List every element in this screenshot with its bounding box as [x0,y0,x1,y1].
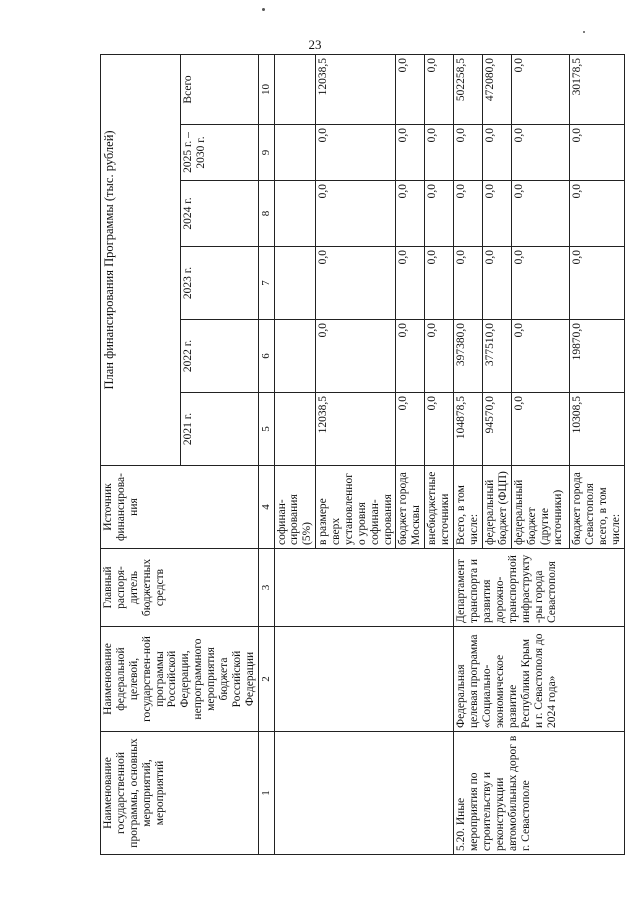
header-year-2022: 2022 г. [181,320,259,393]
value-cell: 30178,5 [570,54,625,124]
value-cell: 0,0 [316,125,396,181]
value-cell: 0,0 [425,247,454,320]
row-a-federal-program [274,627,454,732]
value-cell: 0,0 [512,393,570,466]
value-cell: 94570,0 [483,393,512,466]
value-cell: 377510,0 [483,320,512,393]
value-cell: 0,0 [512,320,570,393]
value-cell: 0,0 [454,181,483,247]
financing-plan-table [100,54,625,855]
rotated-table-frame [100,55,622,855]
value-cell [274,181,316,247]
column-number: 9 [258,125,274,181]
value-cell: 0,0 [483,181,512,247]
value-cell: 0,0 [570,181,625,247]
value-cell: 0,0 [425,54,454,124]
header-program-name: Наименование государственной программы, основных мероприятий, мероприятий [101,732,259,855]
value-cell: 472080,0 [483,54,512,124]
value-cell: 0,0 [483,125,512,181]
funding-source: в размере сверх установленного уровня софинан-сирования [316,466,396,549]
value-cell: 0,0 [454,247,483,320]
value-cell: 0,0 [396,54,425,124]
value-cell: 0,0 [425,125,454,181]
value-cell: 19870,0 [570,320,625,393]
value-cell: 12038,5 [316,54,396,124]
funding-source: федеральный бюджет (другие источники) [512,466,570,549]
row-5-20-budget-manager: Департамент транспорта и развития дорожно-транспортной инфраструкту-ры города Севастополя [454,549,625,627]
scan-speck [262,8,265,11]
value-cell: 0,0 [570,125,625,181]
column-number: 6 [258,320,274,393]
header-plan-title: План финансирования Программы (тыс. рублей) [101,54,181,465]
column-number: 2 [258,627,274,732]
value-cell: 0,0 [396,320,425,393]
column-number: 5 [258,393,274,466]
value-cell: 502258,5 [454,54,483,124]
row-5-20-federal-program: Федеральная целевая программа «Социально-экономическое развитие Республики Крым и г. Севастополя до 2024 года» [454,627,625,732]
value-cell: 0,0 [512,125,570,181]
page-number: 23 [308,37,322,52]
row-a-program [274,732,454,855]
value-cell: 10308,5 [570,393,625,466]
value-cell: 0,0 [512,247,570,320]
value-cell [274,320,316,393]
header-budget-manager: Главный распоря-дитель бюджетных средств [101,549,259,627]
header-year-2025-2030: 2025 г. – 2030 г. [181,125,259,181]
row-5-20-program: 5.20. Иные мероприятия по строительству и реконструкции автомобильных дорог в г. Севастополе [454,732,625,855]
row-a-budget-manager [274,549,454,627]
value-cell: 0,0 [396,393,425,466]
value-cell: 0,0 [483,247,512,320]
value-cell [274,247,316,320]
funding-source: бюджет города Москвы [396,466,425,549]
value-cell: 0,0 [396,181,425,247]
column-number: 4 [258,466,274,549]
column-number: 10 [258,54,274,124]
value-cell: 0,0 [316,320,396,393]
value-cell: 0,0 [396,125,425,181]
scan-speck [583,31,585,33]
value-cell: 0,0 [316,181,396,247]
funding-source: бюджет города Севастополя всего, в том числе: [570,466,625,549]
header-year-2021: 2021 г. [181,393,259,466]
funding-source: внебюджетные источники [425,466,454,549]
header-year-2023: 2023 г. [181,247,259,320]
rotated-table [100,55,622,855]
value-cell: 104878,5 [454,393,483,466]
value-cell: 0,0 [425,181,454,247]
value-cell: 397380,0 [454,320,483,393]
column-number: 1 [258,732,274,855]
column-number: 8 [258,181,274,247]
value-cell [274,54,316,124]
value-cell: 0,0 [396,247,425,320]
header-federal-program: Наименование федеральной целевой, государствен-ной программы Российской Федерации, непрограммного мероприятия бюджета Российской Федерации [101,627,259,732]
header-total: Всего [181,54,259,124]
funding-source: софинан-сирования (5%) [274,466,316,549]
value-cell: 0,0 [425,393,454,466]
funding-source: федеральный бюджет (ФЦП) [483,466,512,549]
funding-source: Всего, в том числе: [454,466,483,549]
value-cell: 0,0 [316,247,396,320]
column-number: 7 [258,247,274,320]
value-cell: 0,0 [454,125,483,181]
value-cell [274,393,316,466]
header-year-2024: 2024 г. [181,181,259,247]
value-cell: 0,0 [512,181,570,247]
value-cell: 12038,5 [316,393,396,466]
value-cell: 0,0 [570,247,625,320]
value-cell [274,125,316,181]
header-funding-source: Источник финансирова-ния [101,466,259,549]
column-number: 3 [258,549,274,627]
value-cell: 0,0 [512,54,570,124]
value-cell: 0,0 [425,320,454,393]
